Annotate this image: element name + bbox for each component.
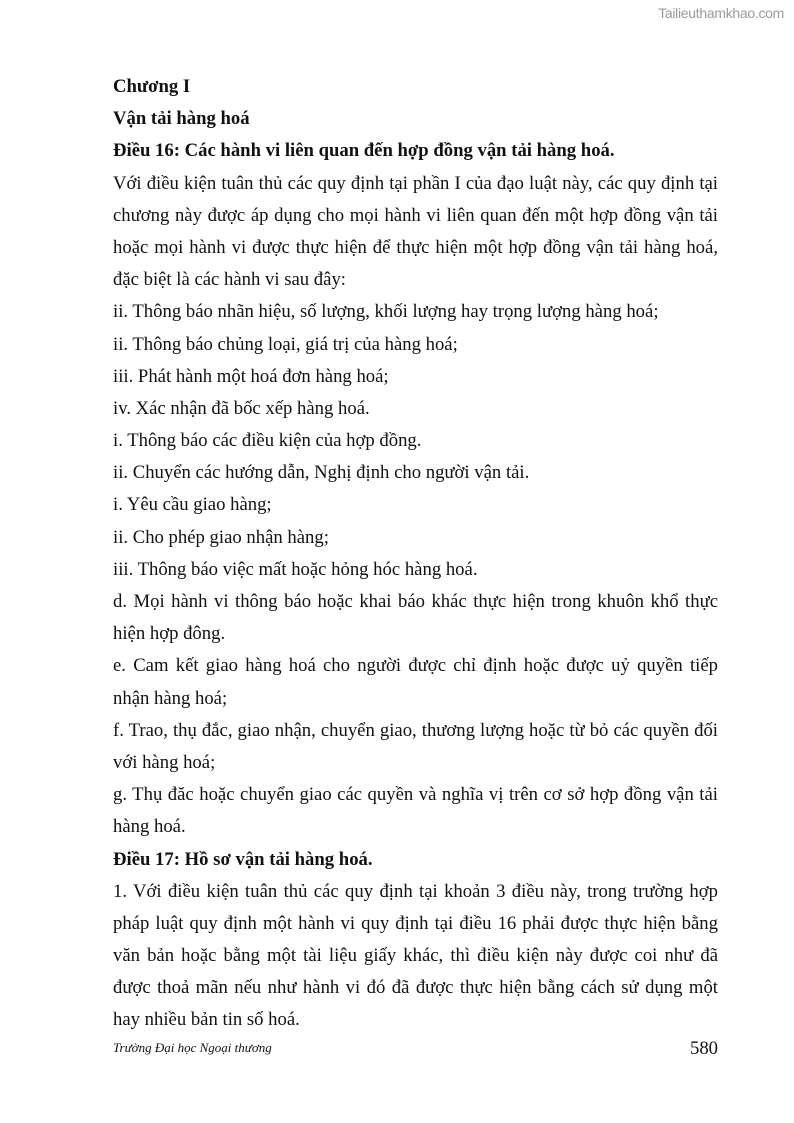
text-line: đặc biệt là các hành vi sau đây: [113,269,346,291]
text-line: nhận hàng hoá; [113,687,228,709]
text-line: ii. Thông báo chủng loại, giá trị của hàng hoá; [113,333,458,355]
text-line: d. Mọi hành vi thông báo hoặc khai báo khác thực hiện trong khuôn khổ thực [113,591,718,612]
text-line: pháp luật quy định một hành vi quy định tại điều 16 phải được thực hiện bằng [113,912,718,934]
text-line: i. Yêu cầu giao hàng; [113,494,272,516]
text-line: hàng hoá. [113,816,186,838]
heading-line: Điều 17: Hồ sơ vận tải hàng hoá. [113,848,373,870]
text-line: iv. Xác nhận đã bốc xếp hàng hoá. [113,397,370,419]
text-line: ii. Cho phép giao nhận hàng; [113,526,329,548]
text-line: Với điều kiện tuân thủ các quy định tại phần I của đạo luật này, các quy định tại [113,172,718,194]
heading-line: Vận tải hàng hoá [113,108,250,130]
heading-line: Điều 16: Các hành vi liên quan đến hợp đồng vận tải hàng hoá. [113,140,615,162]
page-number: 580 [689,1038,718,1059]
text-line: iii. Phát hành một hoá đơn hàng hoá; [113,365,389,387]
heading-line: Chương I [113,76,191,97]
text-line: i. Thông báo các điều kiện của hợp đồng. [113,430,422,452]
text-line: hay nhiều bản tin số hoá. [113,1009,300,1031]
text-line: g. Thụ đăc hoặc chuyển giao các quyền và nghĩa vị trên cơ sở hợp đồng vận tải [113,784,718,806]
watermark: Tailieuthamkhao.com [658,5,784,21]
footer-school-name: Trường Đại học Ngoại thương [113,1040,272,1055]
document-body [113,71,718,1037]
text-line: ii. Chuyển các hướng dẫn, Nghị định cho người vận tải. [113,462,530,484]
text-line: văn bản hoặc bằng một tài liệu giấy khác, thì điều kiện này được coi như đã [113,945,718,967]
text-line: hoặc mọi hành vi được thực hiện để thực hiện một hợp đồng vận tải hàng hoá, [113,236,718,258]
text-line: với hàng hoá; [113,751,216,773]
text-line: f. Trao, thụ đắc, giao nhận, chuyển giao, thương lượng hoặc từ bỏ các quyền đối [113,719,718,741]
page-footer [113,1038,718,1060]
text-line: e. Cam kết giao hàng hoá cho người được chỉ định hoặc được uỷ quyền tiếp [113,655,718,677]
text-line: 1. Với điều kiện tuân thủ các quy định tại khoản 3 điều này, trong trường hợp [113,880,718,902]
text-line: ii. Thông báo nhãn hiệu, số lượng, khối lượng hay trọng lượng hàng hoá; [113,301,659,323]
text-line: iii. Thông báo việc mất hoặc hỏng hóc hàng hoá. [113,558,478,580]
text-line: được thoả mãn nếu như hành vi đó đã được thực hiện bằng cách sử dụng một [113,977,718,999]
text-line: hiện hợp đông. [113,623,226,645]
text-line: chương này được áp dụng cho mọi hành vi liên quan đến một hợp đồng vận tải [113,204,718,226]
